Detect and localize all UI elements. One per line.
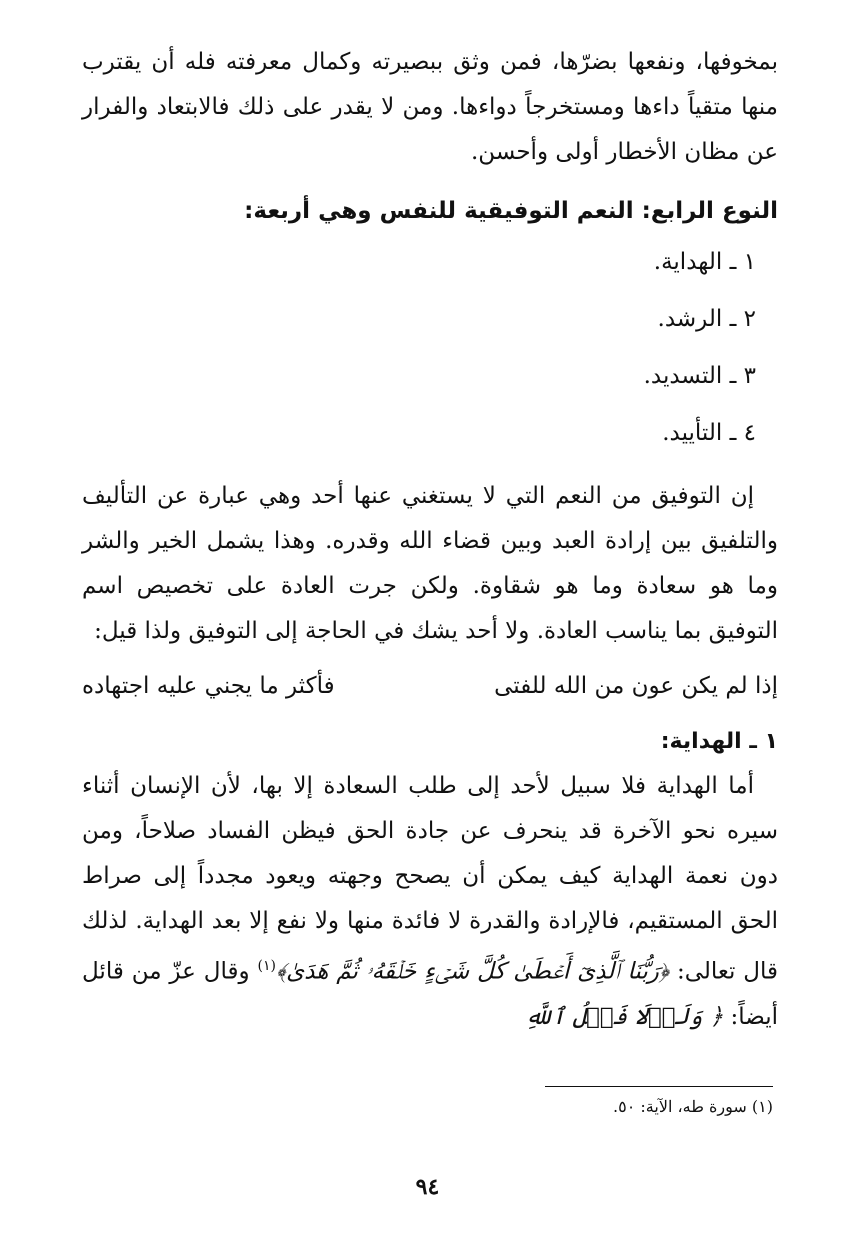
blessings-list [82, 234, 778, 462]
list-item-tasdid: ٣ ـ التسديد. [643, 363, 756, 389]
list-item-tayid: ٤ ـ التأييد. [662, 420, 756, 446]
poem-first-hemistich: إذا لم يكن عون من الله للفتى [494, 673, 778, 699]
hidaya-paragraph [82, 764, 778, 1040]
list-item-rushd: ٢ ـ الرشد. [657, 306, 756, 332]
hidaya-text: أما الهداية فلا سبيل لأحد إلى طلب السعادة إلا بها، لأن الإنسان أثناء سيره نحو الآخرة قد ينحرف عن جادة الحق فيظن الفساد صلاحاً، ومن دون نعمة الهداية كيف يمكن أن يصحح وجهته ويعود مجدداً إلى صراط الحق المستقيم، فالإرادة والقدرة لا فائدة منها ولا نفع إلا بعد الهداية. لذلك قال تعالى: [82, 773, 779, 985]
hidaya-heading: ١ ـ الهداية: [660, 729, 778, 754]
section-heading: النوع الرابع: النعم التوفيقية للنفس وهي أربعة: [244, 198, 778, 224]
page-body [82, 40, 778, 1040]
footnote: (١) سورة طه، الآية: ٥٠. [613, 1097, 773, 1116]
poem-second-hemistich: فأكثر ما يجني عليه اجتهاده [82, 673, 335, 699]
footnote-reference: (١) [257, 958, 276, 974]
intro-text: بمخوفها، ونفعها بضرّها، فمن وثق ببصيرته وكمال معرفته فله أن يقترب منها متقياً داءها ومستخرجاً دواءها. ومن لا يقدر على ذلك فالابتعاد والفرار عن مظان الأخطار أولى وأحسن. [82, 49, 778, 165]
ayah-ta-ha: ﴿رَبُّنَا ٱلَّذِىٓ أَعۡطَىٰ كُلَّ شَىۡءٍ خَلۡقَهُۥ ثُمَّ هَدَىٰ﴾ [275, 958, 670, 985]
hidaya-continuation: وقال عزّ من قائل أيضاً: [82, 958, 778, 1030]
tawfiq-paragraph: إن التوفيق من النعم التي لا يستغني عنها أحد وهي عبارة عن التأليف والتلفيق بين إرادة العبد وبين قضاء الله وقدره. وهذا يشمل الخير والشر وما هو سعادة وما هو شقاوة. ولكن جرت العادة على تخصيص اسم التوفيق بما يناسب العادة. ولا أحد يشك في الحاجة إلى التوفيق ولذا قيل: [82, 483, 778, 644]
list-item-hidaya: ١ ـ الهداية. [653, 249, 756, 275]
intro-paragraph [82, 40, 778, 175]
page-number: ٩٤ [415, 1174, 440, 1200]
footnote-separator [545, 1086, 773, 1087]
poem-verse [82, 664, 778, 709]
ayah-fadl-allah: ﴿ وَلَوۡلَا فَضۡلُ ٱللَّهِ [524, 1003, 724, 1030]
